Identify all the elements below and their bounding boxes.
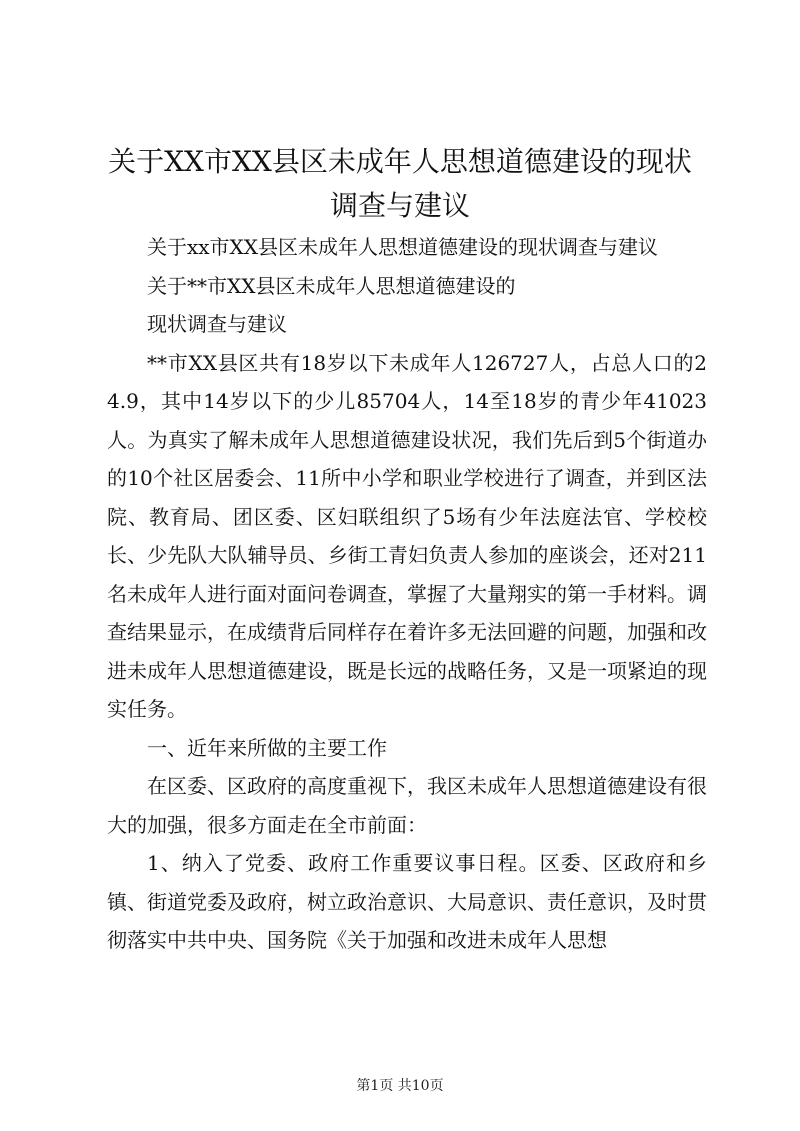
- paragraph: **市XX县区共有18岁以下未成年人126727人，占总人口的24.9，其中14岁以下的少儿85704人，14至18岁的青少年41023人。为真实了解未成年人思想道德建设状况，我们先后到5个街道办的10个社区居委会、11所中小学和职业学校进行了调查，并到区法院、教育局、团区委、区妇联组织了5场有少年法庭法官、学校校长、少先队大队辅导员、乡街工青妇负责人参加的座谈会，还对211名未成年人进行面对面问卷调查，掌握了大量翔实的第一手材料。调查结果显示，在成绩背后同样存在着许多无法回避的问题，加强和改进未成年人思想道德建设，既是长远的战略任务，又是一项紧迫的现实任务。: [107, 350, 707, 721]
- paragraph: 在区委、区政府的高度重视下，我区未成年人思想道德建设有很大的加强，很多方面走在全市前面：: [107, 774, 707, 837]
- document-body: [107, 228, 707, 960]
- page-number-footer: 第1页 共10页: [356, 1078, 444, 1094]
- section-heading: 一、近年来所做的主要工作: [147, 735, 387, 760]
- paragraph: 关于**市XX县区未成年人思想道德建设的: [147, 273, 516, 298]
- paragraph: 1、纳入了党委、政府工作重要议事日程。区委、区政府和乡镇、街道党委及政府，树立政治意识、大局意识、责任意识，及时贯彻落实中共中央、国务院《关于加强和改进未成年人思想: [107, 851, 707, 952]
- paragraph: 关于xx市XX县区未成年人思想道德建设的现状调查与建议: [147, 235, 659, 259]
- document-title: 关于XX市XX县区未成年人思想道德建设的现状调查与建议: [108, 145, 692, 222]
- paragraph: 现状调查与建议: [147, 312, 287, 336]
